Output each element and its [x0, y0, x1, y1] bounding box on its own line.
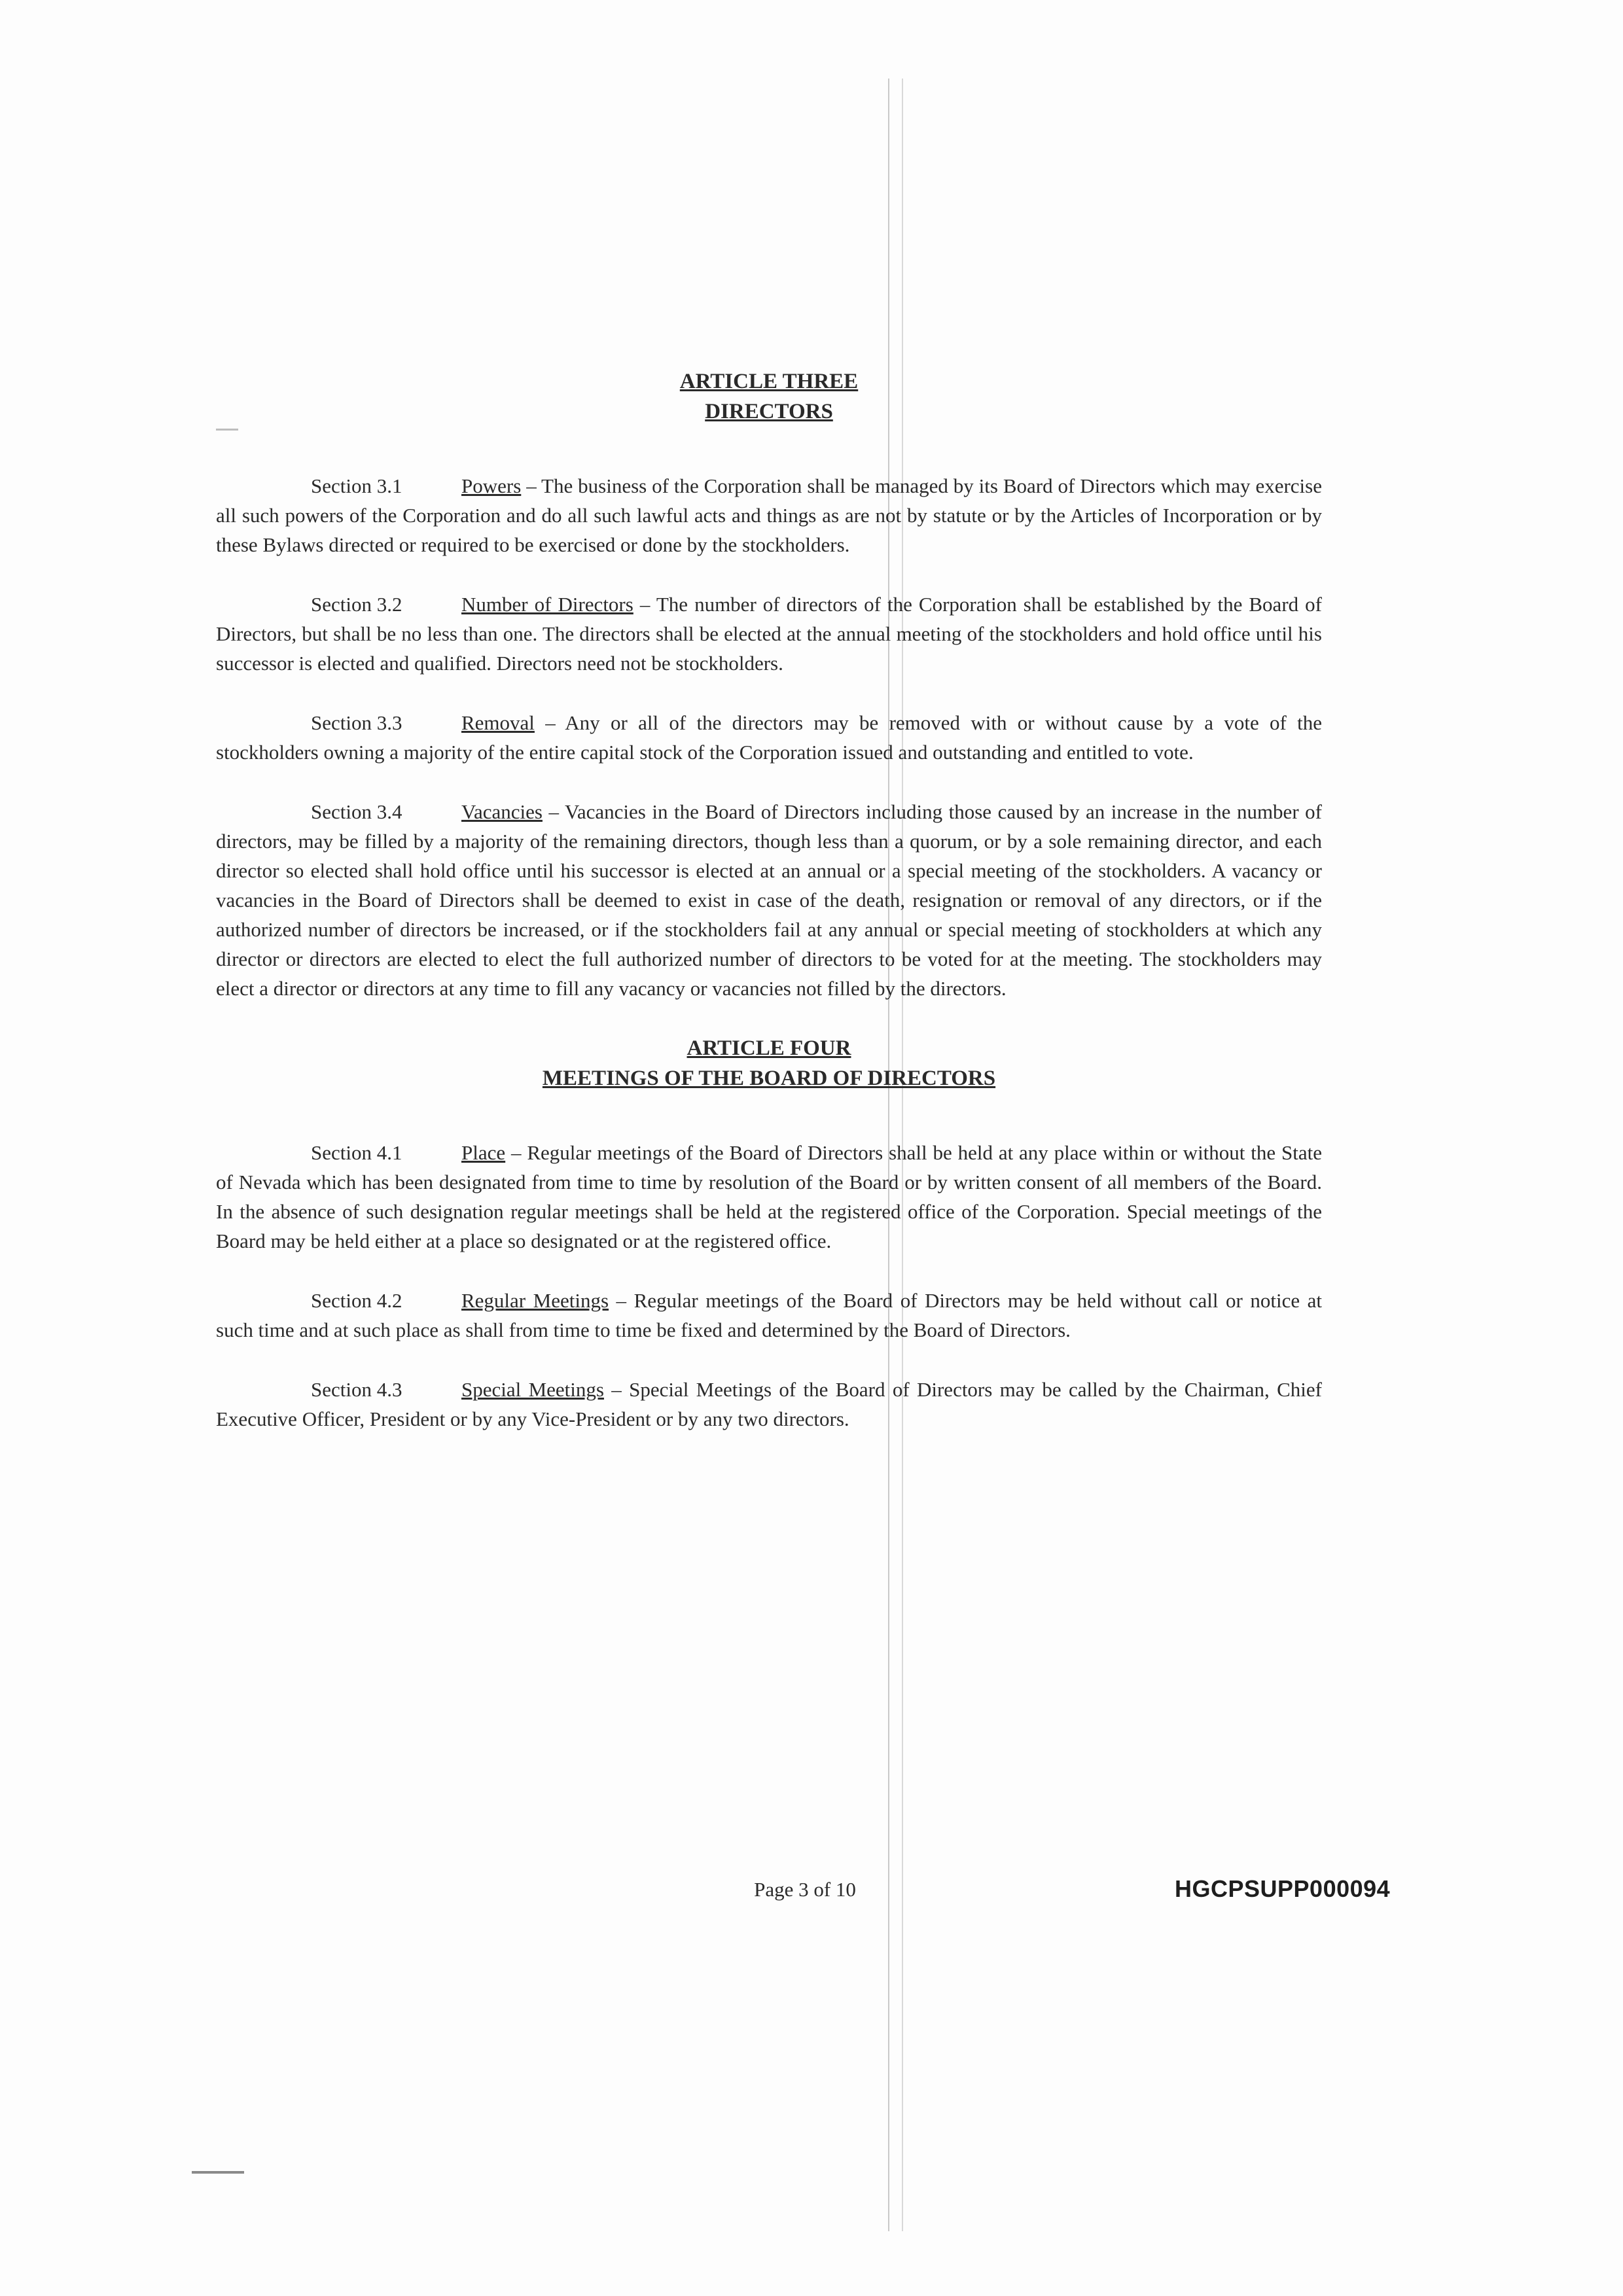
- scan-margin-mark: [192, 2171, 244, 2174]
- section-text: – Vacancies in the Board of Directors including those caused by an increase in the number of directors, may be filled by a majority of the remaining directors, though less than a quorum, or by a sole remaining director, and each director so elected shall hold office until his successor is elected at an annual or a special meeting of the stockholders. A vacancy or vacancies in the Board of Directors shall be deemed to exist in case of the death, resignation or removal of any directors, or if the authorized number of directors be increased, or if the stockholders fail at any annual or special meeting of stockholders at which any director or directors are elected to elect the full authorized number of directors to be voted for at the meeting. The stockholders may elect a director or directors at any time to fill any vacancy or vacancies not filled by the directors.: [216, 800, 1322, 1000]
- section-text: – Any or all of the directors may be removed with or without cause by a vote of the stockholders owning a majority of the entire capital stock of the Corporation issued and outstanding and entitled to vote.: [216, 711, 1322, 764]
- section-number: Section 3.3: [311, 711, 402, 734]
- article-three-header: [216, 366, 1322, 427]
- article-heading: ARTICLE THREE: [679, 370, 859, 393]
- article-subheading: DIRECTORS: [705, 400, 833, 423]
- section-number: Section 3.1: [311, 474, 402, 497]
- section-4-3: [216, 1375, 1322, 1434]
- section-number: Section 4.2: [311, 1289, 402, 1312]
- section-title: Powers: [461, 474, 522, 497]
- section-number: Section 4.1: [311, 1141, 402, 1164]
- section-4-1: [216, 1138, 1322, 1256]
- bates-stamp: HGCPSUPP000094: [1175, 1875, 1391, 1902]
- section-4-2: [216, 1286, 1322, 1345]
- document-body: [216, 366, 1322, 1464]
- section-title: Vacancies: [461, 800, 543, 823]
- section-3-1: [216, 471, 1322, 559]
- article-subheading: MEETINGS OF THE BOARD OF DIRECTORS: [542, 1067, 996, 1090]
- section-text: – Regular meetings of the Board of Directors shall be held at any place within or without the State of Nevada which has been designated from time to time by resolution of the Board or by written consent of all members of the Board. In the absence of such designation regular meetings shall be held at the registered office of the Corporation. Special meetings of the Board may be held either at a place so designated or at the registered office.: [216, 1141, 1322, 1252]
- section-title: Number of Directors: [461, 593, 633, 616]
- section-text: – The business of the Corporation shall be managed by its Board of Directors which may exercise all such powers of the Corporation and do all such lawful acts and things as are not by statute or by the Articles of Incorporation or by these Bylaws directed or required to be exercised or done by the stockholders.: [216, 474, 1322, 556]
- section-title: Removal: [461, 711, 535, 734]
- page-number: Page 3 of 10: [754, 1878, 856, 1901]
- section-number: Section 3.2: [311, 593, 402, 616]
- section-number: Section 3.4: [311, 800, 402, 823]
- section-text: – Special Meetings of the Board of Directors may be called by the Chairman, Chief Executive Officer, President or by any Vice-President or by any two directors.: [216, 1378, 1322, 1430]
- article-heading: ARTICLE FOUR: [687, 1036, 851, 1060]
- section-number: Section 4.3: [311, 1378, 402, 1401]
- section-title: Special Meetings: [461, 1378, 604, 1401]
- section-3-3: [216, 708, 1322, 767]
- section-title: Regular Meetings: [461, 1289, 609, 1312]
- section-title: Place: [461, 1141, 506, 1164]
- section-text: – Regular meetings of the Board of Directors may be held without call or notice at such time and at such place as shall from time to time be fixed and determined by the Board of Directors.: [216, 1289, 1322, 1341]
- section-3-2: [216, 590, 1322, 678]
- section-text: – The number of directors of the Corporation shall be established by the Board of Directors, but shall be no less than one. The directors shall be elected at the annual meeting of the stockholders and hold office until his successor is elected and qualified. Directors need not be stockholders.: [216, 593, 1322, 675]
- section-3-4: [216, 797, 1322, 1003]
- article-four-header: [216, 1033, 1322, 1093]
